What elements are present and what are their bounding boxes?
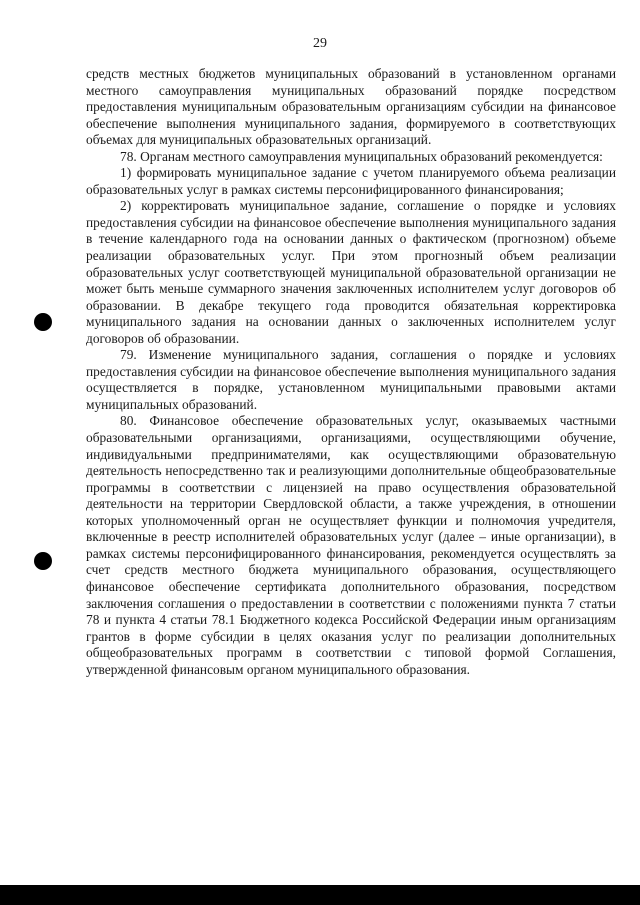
paragraph-80: 80. Финансовое обеспечение образовательных услуг, оказываемых частными образовательными организациями, организациями, осуществляющими обучение, индивидуальными предпринимателями, как осуществляющими образовательную деятельность непосредственно так и реализующими дополнительные общеобразовательные программы в соответствии с лицензией на право осуществления образовательной деятельности на территории Свердловской области, а также учреждения, в отношении которых уполномоченный орган не осуществляет функции и полномочия учредителя, включенные в реестр исполнителей образовательных услуг (далее – иные организации), в рамках системы персонифицированного финансирования, рекомендуется осуществлять за счет средств местного бюджета муниципального образования, осуществляющего финансовое обеспечение сертификата дополнительного образования, посредством заключения соглашения о предоставлении в соответствии с положениями пункта 7 статьи 78 и пункта 4 статьи 78.1 Бюджетного кодекса Российской Федерации иным организациям грантов в форме субсидии в целях оказания услуг по реализации дополнительных общеобразовательных программ в соответствии с типовой формой Соглашения, утвержденной финансовым органом муниципального образования.	[86, 413, 616, 677]
document-body	[86, 66, 616, 678]
paragraph-78: 78. Органам местного самоуправления муниципальных образований рекомендуется:	[120, 148, 603, 164]
paragraph-continuation: средств местных бюджетов муниципальных образований в установленном органами местного самоуправления муниципальных образований порядке посредством предоставления муниципальным образовательным организациям субсидии на финансовое обеспечение выполнения муниципального задания, формируемого в соответствующих объемах для муниципальных образовательных организаций.	[86, 66, 616, 148]
paragraph-78-item-2: 2) корректировать муниципальное задание, соглашение о порядке и условиях предоставления субсидии на финансовое обеспечение выполнения муниципального задания в течение календарного года на основании данных о фактическом (прогнозном) объеме реализации образовательных услуг. При этом прогнозный объем реализации образовательных услуг соответствующей муниципальной образовательной организации не может быть меньше суммарного значения заключенных исполнителем услуг договоров об образовании. В декабре текущего года проводится обязательная корректировка муниципального задания на основании данных о заключенных исполнителем услуг договоров об образовании.	[86, 198, 616, 346]
punch-hole-bottom	[34, 552, 52, 570]
scan-bottom-edge	[0, 885, 640, 905]
page-number: 29	[313, 36, 327, 51]
punch-hole-top	[34, 313, 52, 331]
paragraph-78-item-1: 1) формировать муниципальное задание с учетом планируемого объема реализации образовательных услуг в рамках системы персонифицированного финансирования;	[86, 165, 616, 197]
paragraph-79: 79. Изменение муниципального задания, соглашения о порядке и условиях предоставления субсидии на финансовое обеспечение выполнения муниципального задания осуществляется в порядке, установленном муниципальными правовыми актами муниципальных образований.	[86, 347, 616, 412]
